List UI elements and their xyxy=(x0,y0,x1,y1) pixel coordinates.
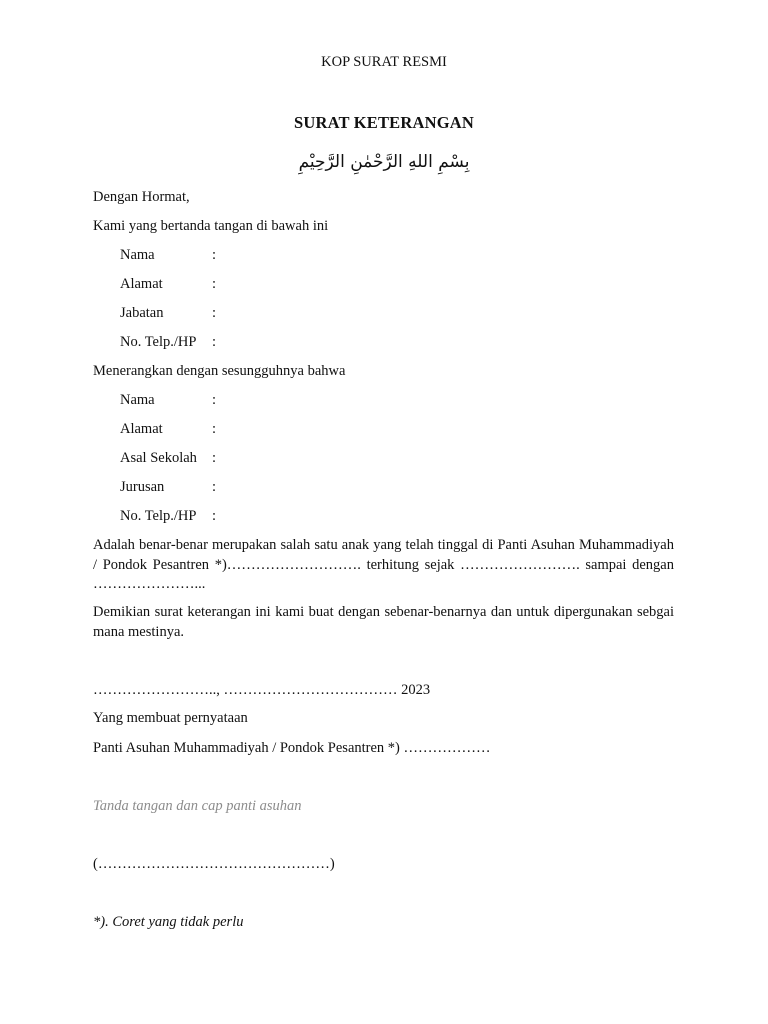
signer-name-label: Nama xyxy=(120,247,155,263)
svg-text:بِسْمِ اللهِ الرَّحْمٰنِ الرَّ: بِسْمِ اللهِ الرَّحْمٰنِ الرَّحِيْمِ xyxy=(298,152,470,172)
subject-school-label: Asal Sekolah xyxy=(120,450,197,466)
subject-phone-colon: : xyxy=(212,508,217,524)
signer-address-colon: : xyxy=(212,276,217,292)
signer-intro: Kami yang bertanda tangan di bawah ini xyxy=(93,218,329,234)
maker-label: Yang membuat pernyataan xyxy=(93,710,248,726)
bismillah-calligraphy xyxy=(286,146,482,176)
signer-phone-label: No. Telp./HP xyxy=(120,334,197,350)
subject-address-label: Alamat xyxy=(120,421,163,437)
subject-address-colon: : xyxy=(212,421,217,437)
subject-school-colon: : xyxy=(212,450,217,466)
subject-major-colon: : xyxy=(212,479,217,495)
place-date-line: …………………….., ……………………………… 2023 xyxy=(93,682,431,698)
subject-major-label: Jurusan xyxy=(120,479,165,495)
signer-phone-colon: : xyxy=(212,334,217,350)
subject-name-colon: : xyxy=(212,392,217,408)
signer-name-line: (…………………………………………) xyxy=(93,856,335,872)
institution-line: Panti Asuhan Muhammadiyah / Pondok Pesantren *) ……………… xyxy=(93,740,491,756)
footnote: *). Coret yang tidak perlu xyxy=(93,914,244,930)
letterhead: KOP SURAT RESMI xyxy=(321,54,447,70)
signer-position-label: Jabatan xyxy=(120,305,164,321)
subject-phone-label: No. Telp./HP xyxy=(120,508,197,524)
signer-name-colon: : xyxy=(212,247,217,263)
closing-paragraph: Demikian surat keterangan ini kami buat dengan sebenar-benarnya dan untuk dipergunakan sebgai mana mestinya. xyxy=(93,604,674,640)
letter-title: SURAT KETERANGAN xyxy=(294,113,474,132)
signer-position-colon: : xyxy=(212,305,217,321)
greeting: Dengan Hormat, xyxy=(93,189,190,205)
signer-address-label: Alamat xyxy=(120,276,163,292)
statement-paragraph: Adalah benar-benar merupakan salah satu anak yang telah tinggal di Panti Asuhan Muhammadiyah / Pondok Pesantren *)………………………. terhitung sejak ……………………. sampai dengan …………………... xyxy=(93,537,674,592)
subject-intro: Menerangkan dengan sesungguhnya bahwa xyxy=(93,363,346,379)
subject-name-label: Nama xyxy=(120,392,155,408)
signature-stamp-hint: Tanda tangan dan cap panti asuhan xyxy=(93,798,302,814)
